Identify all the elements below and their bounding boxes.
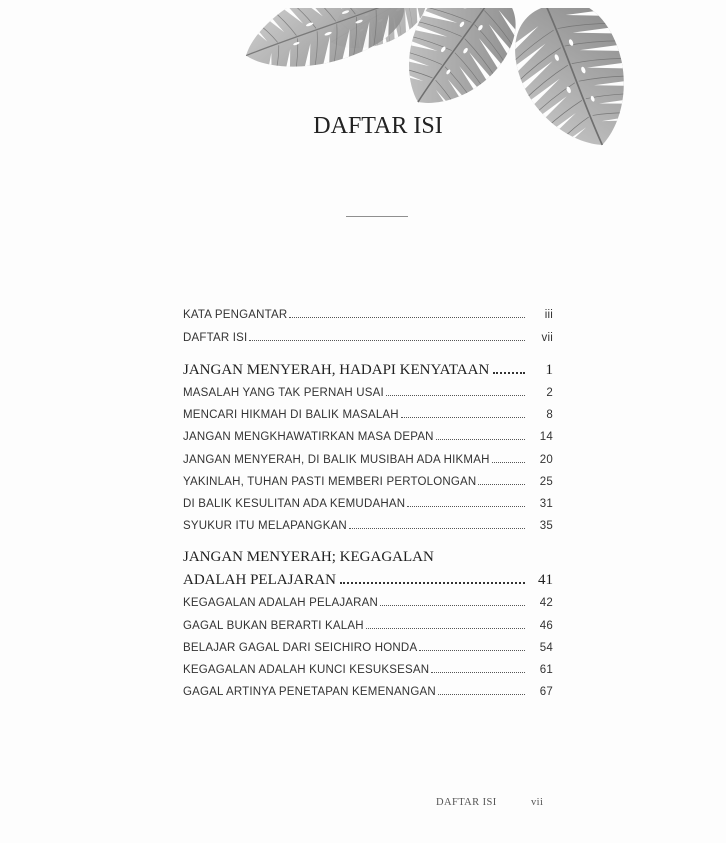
dot-leader (407, 506, 525, 507)
dot-leader (436, 439, 525, 440)
toc-entry-page: iii (544, 309, 553, 321)
toc-entry-title: KEGAGALAN ADALAH PELAJARAN (183, 597, 379, 610)
toc-entry-page: 14 (539, 431, 553, 444)
toc-entry (183, 404, 553, 426)
toc-entry (183, 493, 553, 515)
dot-leader (401, 417, 525, 418)
toc-entry-title: YAKINLAH, TUHAN PASTI MEMBERI PERTOLONGAN (183, 475, 477, 488)
toc-entry-title: GAGAL BUKAN BERARTI KALAH (183, 619, 364, 632)
toc-entry (183, 681, 553, 703)
dot-leader (438, 694, 525, 695)
toc-entry (183, 471, 553, 493)
dot-leader (249, 340, 525, 341)
toc-entry (183, 426, 553, 448)
toc-entry-page: 25 (539, 475, 553, 488)
toc-chapter-page: 1 (545, 362, 553, 378)
dot-leader (289, 317, 525, 318)
page-title: DAFTAR ISI (313, 113, 443, 139)
toc-entry-title: BELAJAR GAGAL DARI SEICHIRO HONDA (183, 641, 418, 654)
toc-entry (183, 615, 553, 637)
toc-entry-page: 20 (539, 453, 553, 466)
toc-entry-title: JANGAN MENGKHAWATIRKAN MASA DEPAN (183, 431, 434, 444)
toc-entry (183, 304, 553, 327)
dot-leader (431, 672, 525, 673)
toc-entry-page: 46 (539, 619, 553, 632)
toc-entry-title: KEGAGALAN ADALAH KUNCI KESUKSESAN (183, 663, 430, 676)
dot-leader (380, 605, 525, 606)
toc-entry-page: 67 (539, 686, 553, 699)
toc-entry-title: KATA PENGANTAR (183, 309, 288, 321)
toc-entry-title: MENCARI HIKMAH DI BALIK MASALAH (183, 409, 399, 422)
dot-leader (349, 528, 525, 529)
toc-chapter-heading (183, 569, 553, 592)
table-of-contents (183, 304, 553, 703)
toc-entry (183, 327, 553, 350)
toc-chapter-heading (183, 546, 553, 569)
toc-chapter-title: JANGAN MENYERAH, HADAPI KENYATAAN (183, 362, 490, 378)
toc-entry-page: 54 (539, 641, 553, 654)
title-divider (346, 216, 408, 217)
dot-leader (386, 395, 525, 396)
toc-entry-page: 61 (539, 663, 553, 676)
running-head: DAFTAR ISI (436, 797, 497, 808)
toc-entry-page: 35 (539, 520, 553, 533)
monstera-leaf-icon (240, 8, 419, 99)
toc-entry-title: GAGAL ARTINYA PENETAPAN KEMENANGAN (183, 686, 436, 699)
toc-entry (183, 637, 553, 659)
toc-chapter-title: JANGAN MENYERAH; KEGAGALAN (183, 549, 434, 566)
dot-leader (492, 462, 525, 463)
toc-entry-page: 42 (539, 597, 553, 610)
toc-entry (183, 449, 553, 471)
dot-leader (493, 372, 525, 374)
toc-entry-page: 8 (546, 409, 553, 422)
toc-entry (183, 515, 553, 537)
toc-entry-page: vii (541, 332, 553, 344)
toc-entry (183, 592, 553, 614)
dot-leader (419, 650, 525, 651)
toc-entry-title: DI BALIK KESULITAN ADA KEMUDAHAN (183, 497, 406, 510)
toc-entry-page: 31 (539, 497, 553, 510)
toc-entry-page: 2 (546, 387, 553, 399)
dot-leader (478, 484, 525, 485)
dot-leader (366, 628, 525, 629)
toc-entry (183, 382, 553, 404)
toc-chapter-page: 41 (538, 572, 553, 589)
toc-entry-title: DAFTAR ISI (183, 332, 248, 344)
toc-chapter-heading (183, 359, 553, 382)
toc-entry-title: SYUKUR ITU MELAPANGKAN (183, 520, 347, 533)
toc-chapter-title: ADALAH PELAJARAN (183, 572, 336, 589)
toc-entry-title: JANGAN MENYERAH, DI BALIK MUSIBAH ADA HIKMAH (183, 453, 490, 466)
page-number: vii (531, 797, 544, 808)
dot-leader (340, 582, 525, 584)
toc-entry (183, 659, 553, 681)
toc-entry-title: MASALAH YANG TAK PERNAH USAI (183, 387, 384, 399)
